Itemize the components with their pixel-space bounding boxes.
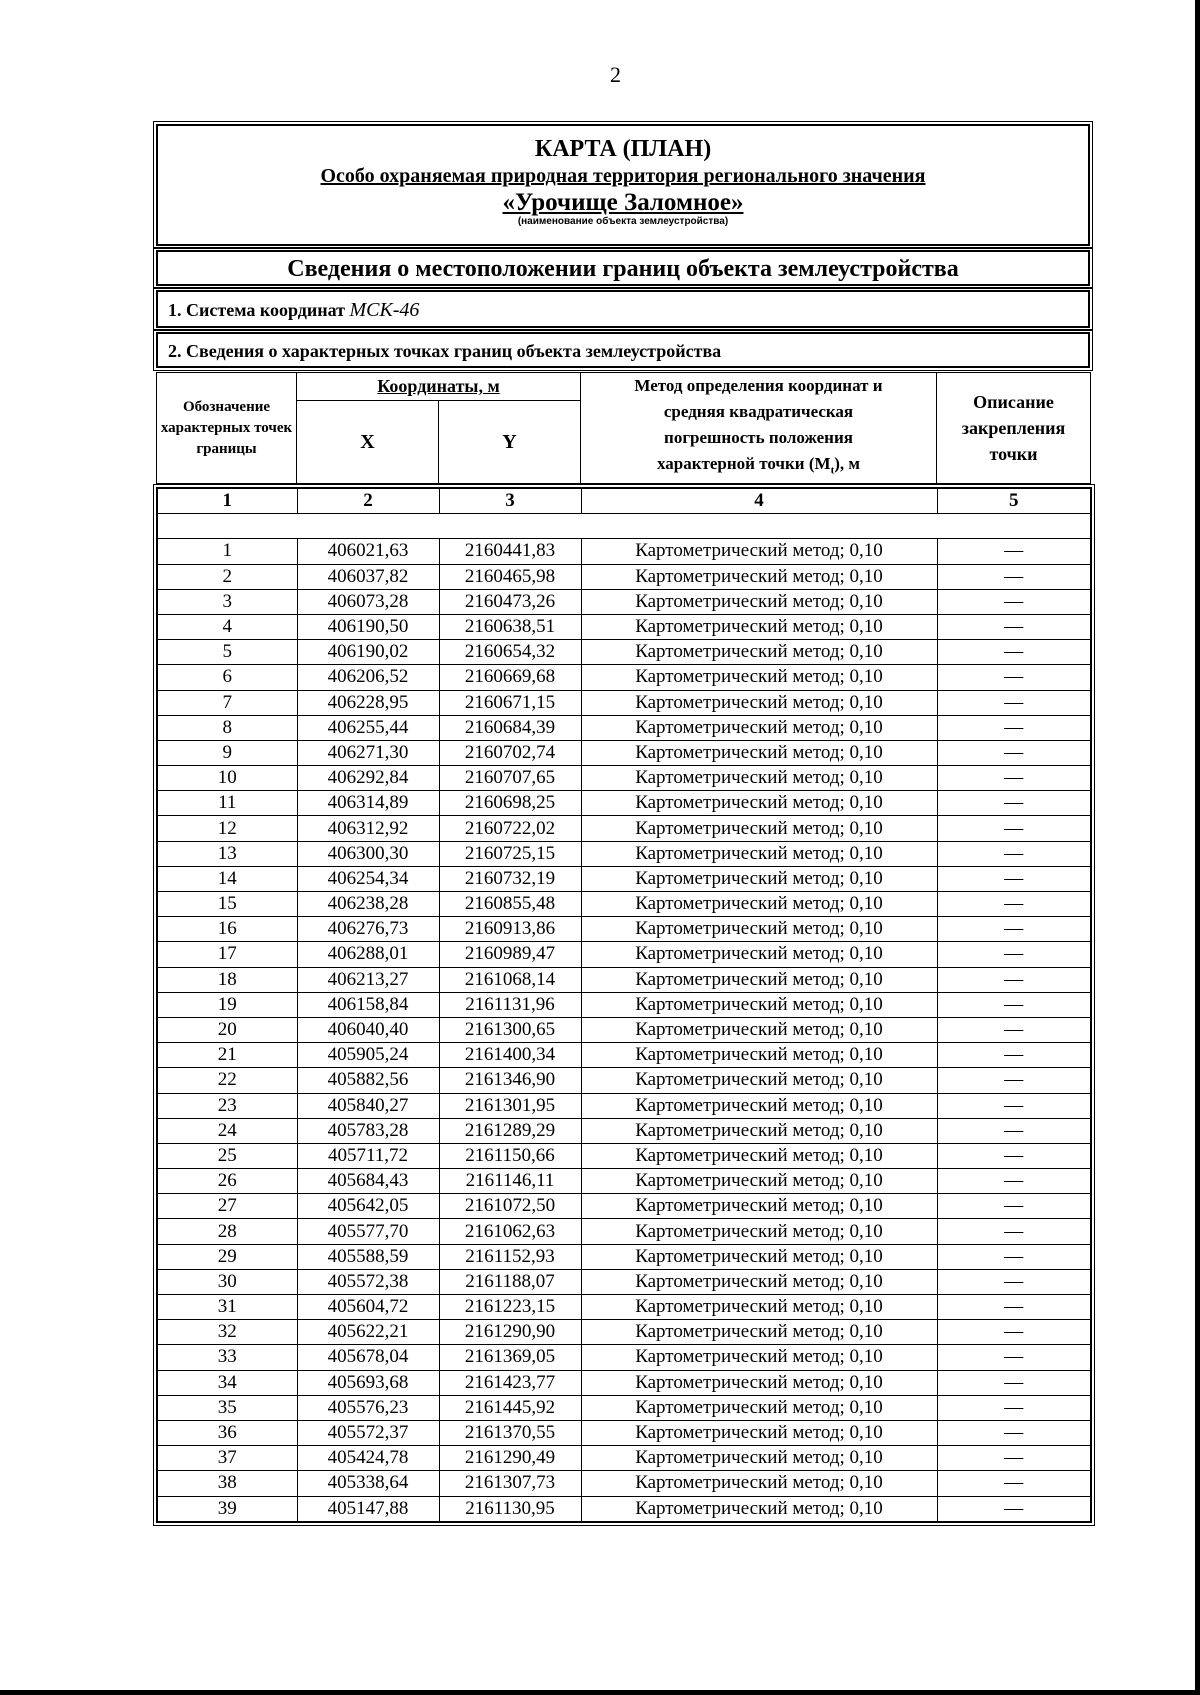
y-coordinate-cell: 2161289,29 — [439, 1118, 581, 1143]
point-number-cell: 27 — [157, 1194, 297, 1219]
fixing-description-cell: — — [937, 1496, 1091, 1522]
x-coordinate-cell: 406238,28 — [297, 892, 439, 917]
object-name-caption: (наименование объекта землеустройства) — [517, 216, 729, 227]
point-number-cell: 20 — [157, 1017, 297, 1042]
x-coordinate-cell: 405840,27 — [297, 1093, 439, 1118]
x-coordinate-cell: 406255,44 — [297, 715, 439, 740]
method-cell: Картометрический метод; 0,10 — [581, 892, 937, 917]
method-cell: Картометрический метод; 0,10 — [581, 539, 937, 564]
x-coordinate-cell: 406021,63 — [297, 539, 439, 564]
fixing-description-cell: — — [937, 665, 1091, 690]
method-cell: Картометрический метод; 0,10 — [581, 1118, 937, 1143]
column-number: 4 — [581, 488, 937, 514]
x-coordinate-cell: 405622,21 — [297, 1320, 439, 1345]
coordinate-system-row — [156, 290, 1090, 328]
page-number: 2 — [610, 62, 621, 87]
y-coordinate-cell: 2161400,34 — [439, 1043, 581, 1068]
fixing-description-cell: — — [937, 1043, 1091, 1068]
fixing-description-cell: — — [937, 1244, 1091, 1269]
x-coordinate-cell: 406254,34 — [297, 866, 439, 891]
point-number-cell: 31 — [157, 1295, 297, 1320]
fixing-description-cell: — — [937, 1068, 1091, 1093]
method-cell: Картометрический метод; 0,10 — [581, 1395, 937, 1420]
method-cell: Картометрический метод; 0,10 — [581, 1345, 937, 1370]
y-coordinate-cell: 2160638,51 — [439, 614, 581, 639]
fixing-description-cell: — — [937, 841, 1091, 866]
y-coordinate-cell: 2160441,83 — [439, 539, 581, 564]
method-cell: Картометрический метод; 0,10 — [581, 791, 937, 816]
method-cell: Картометрический метод; 0,10 — [581, 1295, 937, 1320]
fixing-description-cell: — — [937, 1093, 1091, 1118]
y-coordinate-cell: 2161290,90 — [439, 1320, 581, 1345]
column-number: 5 — [937, 488, 1091, 514]
point-number-cell: 7 — [157, 690, 297, 715]
table-row — [157, 942, 1091, 967]
header-method-subscript: t — [830, 464, 835, 477]
object-name: «Урочище Заломное» — [502, 189, 744, 216]
header-method-line4-text: характерной точки (M — [657, 454, 831, 473]
fixing-description-cell: — — [937, 1446, 1091, 1471]
table-row — [157, 1295, 1091, 1320]
table-row — [157, 892, 1091, 917]
fixing-description-cell: — — [937, 942, 1091, 967]
fixing-description-cell: — — [937, 892, 1091, 917]
table-row — [157, 992, 1091, 1017]
point-number-cell: 30 — [157, 1269, 297, 1294]
fixing-description-cell: — — [937, 715, 1091, 740]
point-number-cell: 29 — [157, 1244, 297, 1269]
method-cell: Картометрический метод; 0,10 — [581, 1143, 937, 1168]
y-coordinate-cell: 2161307,73 — [439, 1471, 581, 1496]
x-coordinate-cell: 405424,78 — [297, 1446, 439, 1471]
x-coordinate-cell: 405693,68 — [297, 1370, 439, 1395]
table-row — [157, 665, 1091, 690]
y-coordinate-cell: 2160465,98 — [439, 564, 581, 589]
point-number-cell: 35 — [157, 1395, 297, 1420]
fixing-description-cell: — — [937, 1219, 1091, 1244]
fixing-description-cell: — — [937, 816, 1091, 841]
y-coordinate-cell: 2160732,19 — [439, 866, 581, 891]
table-row — [157, 1017, 1091, 1042]
point-number-cell: 9 — [157, 740, 297, 765]
point-number-cell: 11 — [157, 791, 297, 816]
y-coordinate-cell: 2161370,55 — [439, 1420, 581, 1445]
header-box — [156, 124, 1090, 246]
x-coordinate-cell: 405678,04 — [297, 1345, 439, 1370]
y-coordinate-cell: 2161130,95 — [439, 1496, 581, 1522]
point-number-cell: 23 — [157, 1093, 297, 1118]
table-row — [157, 1471, 1091, 1496]
x-coordinate-cell: 405882,56 — [297, 1068, 439, 1093]
point-number-cell: 28 — [157, 1219, 297, 1244]
y-coordinate-cell: 2160855,48 — [439, 892, 581, 917]
fixing-description-cell: — — [937, 917, 1091, 942]
fixing-description-cell: — — [937, 640, 1091, 665]
x-coordinate-cell: 406190,50 — [297, 614, 439, 639]
point-number-cell: 26 — [157, 1169, 297, 1194]
header-x: X — [297, 400, 439, 484]
y-coordinate-cell: 2161301,95 — [439, 1093, 581, 1118]
column-numbers-row — [157, 488, 1091, 514]
table-row — [157, 1395, 1091, 1420]
y-coordinate-cell: 2160989,47 — [439, 942, 581, 967]
y-coordinate-cell: 2161423,77 — [439, 1370, 581, 1395]
method-cell: Картометрический метод; 0,10 — [581, 992, 937, 1017]
x-coordinate-cell: 405783,28 — [297, 1118, 439, 1143]
land-plan-form — [156, 120, 1090, 1523]
fixing-description-cell: — — [937, 1295, 1091, 1320]
table-row — [157, 1194, 1091, 1219]
method-cell: Картометрический метод; 0,10 — [581, 1496, 937, 1522]
y-coordinate-cell: 2161445,92 — [439, 1395, 581, 1420]
fixing-description-cell: — — [937, 791, 1091, 816]
x-coordinate-cell: 405576,23 — [297, 1395, 439, 1420]
column-number: 1 — [157, 488, 297, 514]
table-row — [157, 1370, 1091, 1395]
table-row — [157, 1143, 1091, 1168]
fixing-description-cell: — — [937, 967, 1091, 992]
column-number: 3 — [439, 488, 581, 514]
fixing-description-cell: — — [937, 1395, 1091, 1420]
document-title: КАРТА (ПЛАН) — [534, 136, 712, 162]
y-coordinate-cell: 2161131,96 — [439, 992, 581, 1017]
table-row — [157, 866, 1091, 891]
point-number-cell: 25 — [157, 1143, 297, 1168]
x-coordinate-cell: 405572,38 — [297, 1269, 439, 1294]
header-method-line4 — [581, 451, 936, 483]
table-row — [157, 614, 1091, 639]
header-method-line2: средняя квадратическая — [663, 402, 854, 421]
y-coordinate-cell: 2160702,74 — [439, 740, 581, 765]
point-number-cell: 6 — [157, 665, 297, 690]
table-row — [157, 1244, 1091, 1269]
method-cell: Картометрический метод; 0,10 — [581, 1320, 937, 1345]
point-number-cell: 32 — [157, 1320, 297, 1345]
method-cell: Картометрический метод; 0,10 — [581, 1219, 937, 1244]
method-cell: Картометрический метод; 0,10 — [581, 816, 937, 841]
y-coordinate-cell: 2160722,02 — [439, 816, 581, 841]
point-number-cell: 38 — [157, 1471, 297, 1496]
y-coordinate-cell: 2161072,50 — [439, 1194, 581, 1219]
table-row — [157, 917, 1091, 942]
fixing-description-cell: — — [937, 1471, 1091, 1496]
x-coordinate-cell: 406314,89 — [297, 791, 439, 816]
method-cell: Картометрический метод; 0,10 — [581, 1194, 937, 1219]
fixing-description-cell: — — [937, 1118, 1091, 1143]
y-coordinate-cell: 2160707,65 — [439, 766, 581, 791]
y-coordinate-cell: 2160654,32 — [439, 640, 581, 665]
header-method-line4-tail: ), м — [834, 454, 860, 473]
y-coordinate-cell: 2160671,15 — [439, 690, 581, 715]
method-cell: Картометрический метод; 0,10 — [581, 1093, 937, 1118]
y-coordinate-cell: 2161150,66 — [439, 1143, 581, 1168]
table-row — [157, 1269, 1091, 1294]
x-coordinate-cell: 406206,52 — [297, 665, 439, 690]
section-title: Сведения о местоположении границ объекта землеустройства — [156, 250, 1090, 286]
method-cell: Картометрический метод; 0,10 — [581, 967, 937, 992]
y-coordinate-cell: 2161188,07 — [439, 1269, 581, 1294]
header-method-line3: погрешность положения — [664, 428, 853, 447]
method-cell: Картометрический метод; 0,10 — [581, 1420, 937, 1445]
point-number-cell: 13 — [157, 841, 297, 866]
spacer-row — [157, 514, 1091, 539]
method-cell: Картометрический метод; 0,10 — [581, 715, 937, 740]
method-cell: Картометрический метод; 0,10 — [581, 866, 937, 891]
point-number-cell: 15 — [157, 892, 297, 917]
y-coordinate-cell: 2160684,39 — [439, 715, 581, 740]
x-coordinate-cell: 405684,43 — [297, 1169, 439, 1194]
fixing-description-cell: — — [937, 1345, 1091, 1370]
scan-edge-bottom — [0, 1690, 1200, 1695]
table-row — [157, 1043, 1091, 1068]
table-row — [157, 1219, 1091, 1244]
point-number-cell: 1 — [157, 539, 297, 564]
x-coordinate-cell: 406190,02 — [297, 640, 439, 665]
point-number-cell: 19 — [157, 992, 297, 1017]
fixing-description-cell: — — [937, 866, 1091, 891]
point-number-cell: 33 — [157, 1345, 297, 1370]
x-coordinate-cell: 405905,24 — [297, 1043, 439, 1068]
table-row — [157, 1093, 1091, 1118]
method-cell: Картометрический метод; 0,10 — [581, 740, 937, 765]
method-cell: Картометрический метод; 0,10 — [581, 1370, 937, 1395]
y-coordinate-cell: 2160725,15 — [439, 841, 581, 866]
point-number-cell: 12 — [157, 816, 297, 841]
x-coordinate-cell: 406213,27 — [297, 967, 439, 992]
x-coordinate-cell: 406158,84 — [297, 992, 439, 1017]
point-number-cell: 39 — [157, 1496, 297, 1522]
method-cell: Картометрический метод; 0,10 — [581, 1244, 937, 1269]
fixing-description-cell: — — [937, 766, 1091, 791]
fixing-description-cell: — — [937, 539, 1091, 564]
table-row — [157, 1118, 1091, 1143]
point-number-cell: 18 — [157, 967, 297, 992]
y-coordinate-cell: 2161068,14 — [439, 967, 581, 992]
point-number-cell: 34 — [157, 1370, 297, 1395]
table-header — [156, 372, 1091, 484]
header-y: Y — [439, 400, 581, 484]
y-coordinate-cell: 2161290,49 — [439, 1446, 581, 1471]
fixing-description-cell: — — [937, 1017, 1091, 1042]
fixing-description-cell: — — [937, 1194, 1091, 1219]
y-coordinate-cell: 2160698,25 — [439, 791, 581, 816]
column-number: 2 — [297, 488, 439, 514]
method-cell: Картометрический метод; 0,10 — [581, 1017, 937, 1042]
points-section-title: 2. Сведения о характерных точках границ объекта землеустройства — [156, 332, 1090, 368]
header-method-line1: Метод определения координат и — [634, 376, 883, 395]
x-coordinate-cell: 405588,59 — [297, 1244, 439, 1269]
fixing-description-cell: — — [937, 690, 1091, 715]
point-number-cell: 3 — [157, 589, 297, 614]
coordinate-system-value: МСК-46 — [349, 299, 420, 321]
x-coordinate-cell: 405642,05 — [297, 1194, 439, 1219]
x-coordinate-cell: 406271,30 — [297, 740, 439, 765]
y-coordinate-cell: 2161146,11 — [439, 1169, 581, 1194]
x-coordinate-cell: 406228,95 — [297, 690, 439, 715]
point-number-cell: 4 — [157, 614, 297, 639]
point-number-cell: 10 — [157, 766, 297, 791]
table-row — [157, 640, 1091, 665]
method-cell: Картометрический метод; 0,10 — [581, 766, 937, 791]
table-row — [157, 589, 1091, 614]
header-fixing-description: Описание закрепления точки — [937, 373, 1091, 484]
point-number-cell: 5 — [157, 640, 297, 665]
x-coordinate-cell: 406073,28 — [297, 589, 439, 614]
table-row — [157, 1496, 1091, 1522]
territory-type: Особо охраняемая природная территория регионального значения — [320, 165, 926, 187]
y-coordinate-cell: 2161369,05 — [439, 1345, 581, 1370]
point-number-cell: 14 — [157, 866, 297, 891]
point-number-cell: 22 — [157, 1068, 297, 1093]
x-coordinate-cell: 405147,88 — [297, 1496, 439, 1522]
method-cell: Картометрический метод; 0,10 — [581, 640, 937, 665]
fixing-description-cell: — — [937, 564, 1091, 589]
fixing-description-cell: — — [937, 1169, 1091, 1194]
y-coordinate-cell: 2161062,63 — [439, 1219, 581, 1244]
point-number-cell: 8 — [157, 715, 297, 740]
table-row — [157, 740, 1091, 765]
table-row — [157, 690, 1091, 715]
method-cell: Картометрический метод; 0,10 — [581, 1068, 937, 1093]
x-coordinate-cell: 405604,72 — [297, 1295, 439, 1320]
method-cell: Картометрический метод; 0,10 — [581, 665, 937, 690]
x-coordinate-cell: 406288,01 — [297, 942, 439, 967]
point-number-cell: 24 — [157, 1118, 297, 1143]
method-cell: Картометрический метод; 0,10 — [581, 564, 937, 589]
x-coordinate-cell: 405711,72 — [297, 1143, 439, 1168]
method-cell: Картометрический метод; 0,10 — [581, 942, 937, 967]
method-cell: Картометрический метод; 0,10 — [581, 841, 937, 866]
table-row — [157, 715, 1091, 740]
table-row — [157, 1420, 1091, 1445]
table-row — [157, 564, 1091, 589]
x-coordinate-cell: 406312,92 — [297, 816, 439, 841]
fixing-description-cell: — — [937, 614, 1091, 639]
y-coordinate-cell: 2160913,86 — [439, 917, 581, 942]
x-coordinate-cell: 406300,30 — [297, 841, 439, 866]
coordinate-system-label: 1. Система координат — [168, 300, 345, 320]
fixing-description-cell: — — [937, 1370, 1091, 1395]
fixing-description-cell: — — [937, 1269, 1091, 1294]
fixing-description-cell: — — [937, 992, 1091, 1017]
table-row — [157, 816, 1091, 841]
fixing-description-cell: — — [937, 1420, 1091, 1445]
table-row — [157, 766, 1091, 791]
y-coordinate-cell: 2160669,68 — [439, 665, 581, 690]
header-method — [581, 373, 937, 484]
point-number-cell: 21 — [157, 1043, 297, 1068]
spacer-cell — [157, 514, 1091, 539]
table-row — [157, 1345, 1091, 1370]
table-row — [157, 967, 1091, 992]
header-point-designation: Обозначение характерных точек границы — [157, 373, 297, 484]
method-cell: Картометрический метод; 0,10 — [581, 1446, 937, 1471]
y-coordinate-cell: 2161152,93 — [439, 1244, 581, 1269]
x-coordinate-cell: 405338,64 — [297, 1471, 439, 1496]
fixing-description-cell: — — [937, 1143, 1091, 1168]
header-coordinates: Координаты, м — [297, 373, 581, 401]
x-coordinate-cell: 406040,40 — [297, 1017, 439, 1042]
point-number-cell: 2 — [157, 564, 297, 589]
x-coordinate-cell: 406037,82 — [297, 564, 439, 589]
fixing-description-cell: — — [937, 1320, 1091, 1345]
points-table-body — [157, 488, 1091, 1521]
table-row — [157, 1320, 1091, 1345]
x-coordinate-cell: 406276,73 — [297, 917, 439, 942]
table-row — [157, 1169, 1091, 1194]
y-coordinate-cell: 2160473,26 — [439, 589, 581, 614]
y-coordinate-cell: 2161346,90 — [439, 1068, 581, 1093]
method-cell: Картометрический метод; 0,10 — [581, 1169, 937, 1194]
method-cell: Картометрический метод; 0,10 — [581, 1471, 937, 1496]
table-row — [157, 841, 1091, 866]
point-number-cell: 37 — [157, 1446, 297, 1471]
y-coordinate-cell: 2161223,15 — [439, 1295, 581, 1320]
x-coordinate-cell: 406292,84 — [297, 766, 439, 791]
method-cell: Картометрический метод; 0,10 — [581, 1043, 937, 1068]
table-row — [157, 791, 1091, 816]
fixing-description-cell: — — [937, 589, 1091, 614]
scan-edge-right — [1195, 0, 1200, 1695]
x-coordinate-cell: 405572,37 — [297, 1420, 439, 1445]
x-coordinate-cell: 405577,70 — [297, 1219, 439, 1244]
method-cell: Картометрический метод; 0,10 — [581, 917, 937, 942]
method-cell: Картометрический метод; 0,10 — [581, 690, 937, 715]
method-cell: Картометрический метод; 0,10 — [581, 614, 937, 639]
point-number-cell: 36 — [157, 1420, 297, 1445]
method-cell: Картометрический метод; 0,10 — [581, 589, 937, 614]
point-number-cell: 17 — [157, 942, 297, 967]
fixing-description-cell: — — [937, 740, 1091, 765]
table-row — [157, 1446, 1091, 1471]
points-table — [156, 487, 1092, 1522]
point-number-cell: 16 — [157, 917, 297, 942]
y-coordinate-cell: 2161300,65 — [439, 1017, 581, 1042]
table-row — [157, 1068, 1091, 1093]
method-cell: Картометрический метод; 0,10 — [581, 1269, 937, 1294]
table-row — [157, 539, 1091, 564]
